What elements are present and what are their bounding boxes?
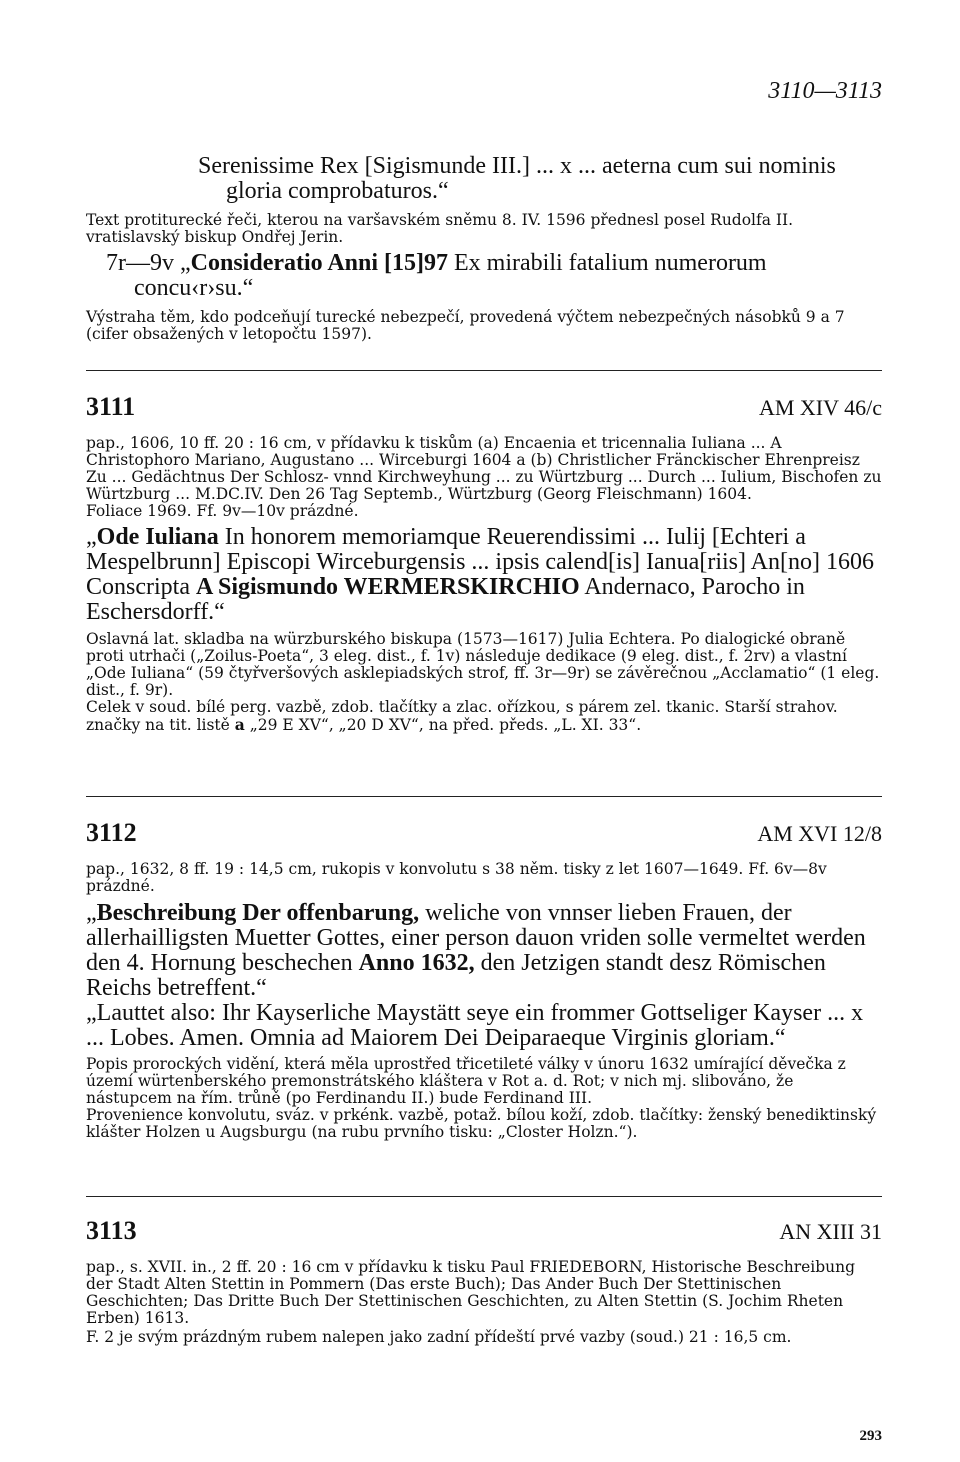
divider [86,370,882,371]
incipit-lauttet: „Lauttet also: Ihr Kayserliche Maystätt seye ein frommer Gottseliger Kayser ... x ... Lobes. Amen. Omnia ad Maiorem Dei Deiparaeque Virginis gloriam.“ [86,1000,864,1051]
shelf-signature: AM XIV 46/c [758,395,882,420]
entry-3110-continuation [86,154,882,343]
physical-description: pap., s. XVII. in., 2 ff. 20 : 16 cm v přídavku k tisku Paul FRIEDEBORN, Historische Beschreibung der Stadt Alten Stettin in Pommern (Das erste Buch); Das Ander Buch Der Stettinischen Geschichten; Das Dritte Buch Der Stettinischen Geschichten, zu Alten Stettin (S. Jochim Rheten Erben) 1613. [86,1258,856,1327]
note-3110-warning: Výstraha těm, kdo podceňují turecké nebezpečí, provedená výčtem nebezpečných násobků 9 a 7 (cifer obsažených v letopočtu 1597). [86,308,845,343]
running-head: 3110—3113 [768,78,882,104]
incipit: Serenissime Rex [Sigismunde III.] ... x ... aeterna cum sui nominis gloria comprobaturos.“ [198,153,836,204]
entry-3113 [86,1216,882,1346]
provenance-note: Provenience konvolutu, sváz. v prkénk. vazbě, potaž. bílou koží, zdob. tlačítky: ženský benediktinský klášter Holzen u Augsburgu (na rubu prvního tisku: „Closter Holzn.“). [86,1106,877,1141]
entry-number: 3111 [86,392,136,421]
entry-header [86,1216,882,1246]
entry-3112 [86,818,882,1141]
binding-note: Celek v soud. bílé perg. vazbě, zdob. tlačítky a zlac. ořízkou, s párem zel. tkanic. Starší strahov. značky na tit. listě a „29 E XV“, „20 D XV“, na před. předs. „L. XI. 33“. [86,698,838,734]
divider [86,1196,882,1197]
note-3110-speech: Text protiturecké řeči, kterou na varšavském sněmu 8. IV. 1596 přednesl posel Rudolfa II. vratislavský biskup Ondřej Jerin. [86,211,794,246]
page-number: 293 [859,1428,882,1444]
content-note: Oslavná lat. skladba na würzburského biskupa (1573—1617) Julia Echtera. Po dialogické obraně proti utrhači („Zoilus-Poeta“, 3 eleg. dist., f. 1v) následuje dedikace (9 eleg. dist., f. 2rv) a vlastní „Ode Iuliana“ (59 čtyřveršových asklepiadských strof, ff. 3r—9r) se závěrečnou „Acclamatio“ (1 eleg. dist., f. 9r). [86,630,880,699]
entry-header [86,392,882,422]
physical-description: pap., 1606, 10 ff. 20 : 16 cm, v přídavku k tiskům (a) Encaenia et tricennalia Iuliana ... A Christophoro Mariano, Augustano ... Wirceburgi 1604 a (b) Christlicher Fränckischer Ehrenpreisz Zu ... Gedächtnus Der Schlosz- vnnd Kirchweyhung ... zu Würtzburg ... Durch ... Iulium, Bischofen zu Würtzburg ... M.DC.IV. Den 26 Tag Septemb., Würtzburg (Georg Fleischmann) 1604. [86,434,882,503]
binding-note: F. 2 je svým prázdným rubem nalepen jako zadní přídeští prvé vazby (soud.) 21 : 16,5 cm. [86,1328,792,1346]
title-beschreibung: „Beschreibung Der offenbarung, weliche von vnnser lieben Frauen, der allerhailligsten Muetter Gottes, einer person dauon vriden solle vermeltet werden den 4. Hornung beschechen Anno 1632, den Jetzigen standt desz Römischen Reichs betreffent.“ [86,900,866,1001]
content-note: Popis prorockých vidění, která měla uprostřed třicetileté války v únoru 1632 umírající děvečka z území würtenberského premonstrátského kláštera v Rot a. d. Rot; v nich mj. slibováno, že nástupcem na řím. trůně (po Ferdinandu II.) bude Ferdinand III. [86,1055,846,1107]
physical-description: pap., 1632, 8 ff. 19 : 14,5 cm, rukopis v konvolutu s 38 něm. tisky z let 1607—1649. Ff. 6v—8v prázdné. [86,860,827,895]
entry-number: 3112 [86,818,137,847]
divider [86,796,882,797]
entry-3111 [86,392,882,734]
title-ode-iuliana: „Ode Iuliana In honorem memoriamque Reuerendissimi ... Iulij [Echteri a Mespelbrunn] Episcopi Wirceburgensis ... ipsis calend[is] Ianua[riis] An[no] 1606 Conscripta A Sigismundo WERMERSKIRCHIO Andernaco, Parocho in Eschersdorff.“ [86,524,874,625]
foliation-note: Foliace 1969. Ff. 9v—10v prázdné. [86,502,359,520]
shelf-signature: AN XIII 31 [779,1219,882,1244]
entry-header [86,818,882,848]
entry-number: 3113 [86,1216,137,1245]
shelf-signature: AM XVI 12/8 [757,821,882,846]
item-consideratio: 7r—9v „Consideratio Anni [15]97 Ex mirabili fatalium numerorum concu‹r›su.“ [106,250,767,301]
